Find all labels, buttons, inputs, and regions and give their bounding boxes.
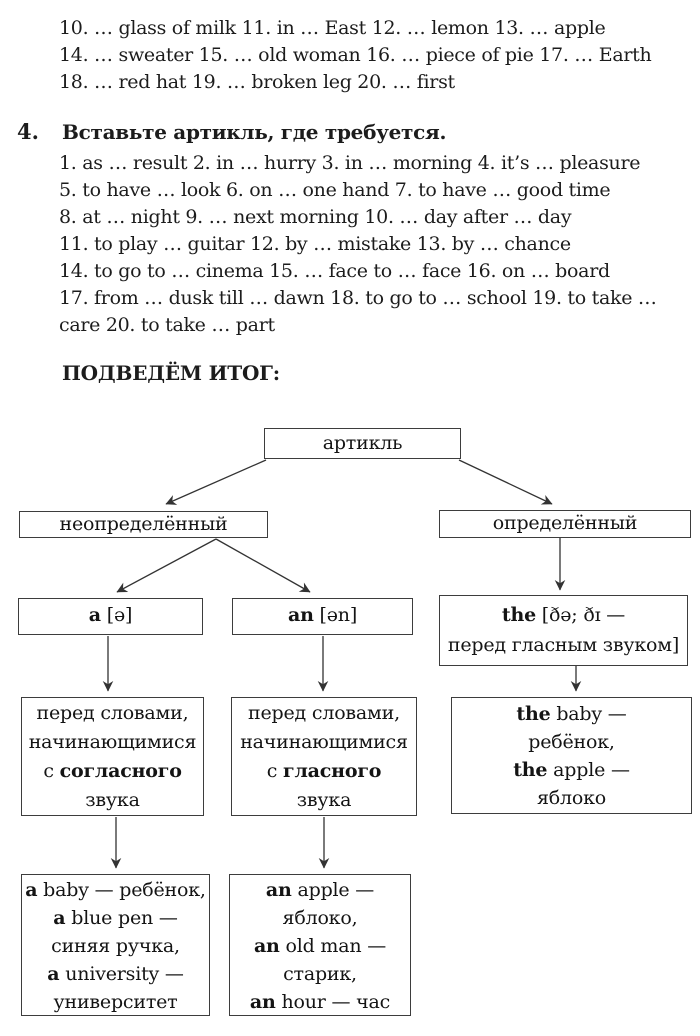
answers-line-2: 14. … sweater 15. … old woman 16. … piece of pie 17. … Earth [59, 44, 652, 66]
an-usage-pre: с [266, 760, 284, 782]
diagram-box-a [18, 598, 203, 635]
the-examples-line-3 [452, 756, 691, 784]
the-examples-line-4: яблоко [536, 787, 607, 809]
an-ex-bold-3: an [253, 935, 280, 957]
an-usage-line-3 [232, 757, 416, 786]
an-transcription: [ən] [313, 604, 358, 626]
exercise-line-3: 8. at … night 9. … next morning 10. … day after … day [59, 206, 572, 228]
summary-heading: ПОДВЕДЁМ ИТОГ: [62, 361, 280, 385]
a-usage-line-3 [22, 757, 203, 786]
a-examples-line-3: синяя ручка, [51, 935, 180, 957]
diagram-box-an-examples [229, 874, 411, 1016]
exercise-title: Вставьте артикль, где требуется. [62, 120, 447, 144]
diagram-box-definite [439, 510, 691, 538]
the-line-2: перед гласным звуком] [447, 634, 680, 656]
the-ex-rest-1: baby — [550, 703, 627, 725]
the-examples-line-1 [452, 700, 691, 728]
diagram-box-a-usage [21, 697, 204, 816]
arrow-article-to-definite [459, 460, 552, 504]
a-examples-line-5: университет [53, 991, 178, 1013]
a-examples-line-4 [22, 960, 209, 988]
the-examples-line-2: ребёнок, [528, 731, 615, 753]
the-transcription: [ðə; ðɪ — [535, 604, 626, 626]
answers-block [59, 15, 651, 96]
diagram-box-the [439, 595, 688, 666]
exercise-line-6: 17. from … dusk till … dawn 18. to go to … school 19. to take … [59, 287, 657, 309]
a-ex-rest-4: university — [59, 963, 184, 985]
diagram-box-indefinite [19, 511, 268, 538]
an-examples-line-3 [230, 932, 410, 960]
a-usage-pre: с [43, 760, 60, 782]
an-usage-bold: гласного [283, 760, 382, 782]
a-examples-line-2 [22, 904, 209, 932]
exercise-line-2: 5. to have … look 6. on … one hand 7. to have … good time [59, 179, 611, 201]
exercise-line-5: 14. to go to … cinema 15. … face to … face 16. on … board [59, 260, 610, 282]
a-usage-line-1: перед словами, [36, 702, 189, 724]
exercise-number: 4. [17, 119, 39, 144]
diagram-box-the-examples [451, 697, 692, 814]
answers-line-3: 18. … red hat 19. … broken leg 20. … first [59, 71, 455, 93]
a-ex-bold-2: a [53, 907, 66, 929]
an-ex-rest-5: hour — час [275, 991, 391, 1013]
a-ex-rest-1: baby — ребёнок, [37, 879, 206, 901]
an-examples-line-2: яблоко, [282, 907, 358, 929]
a-bold: a [88, 604, 101, 626]
diagram-box-an [232, 598, 413, 635]
an-usage-line-1: перед словами, [248, 702, 400, 724]
the-line-1 [440, 600, 687, 630]
answers-line-1: 10. … glass of milk 11. in … East 12. … lemon 13. … apple [59, 17, 606, 39]
exercise-line-7: care 20. to take … part [59, 314, 275, 336]
exercise-line-1: 1. as … result 2. in … hurry 3. in … morning 4. it’s … pleasure [59, 152, 641, 174]
exercise-lines [59, 150, 657, 339]
a-examples-line-1 [22, 876, 209, 904]
the-ex-rest-3: apple — [547, 759, 630, 781]
arrow-article-to-indefinite [166, 460, 266, 504]
definite-label: определённый [492, 512, 638, 534]
exercise-line-4: 11. to play … guitar 12. by … mistake 13. by … chance [59, 233, 571, 255]
a-transcription: [ə] [100, 604, 133, 626]
an-usage-line-2: начинающимися [240, 731, 408, 753]
the-ex-bold-1: the [516, 703, 551, 725]
an-usage-line-4: звука [296, 789, 352, 811]
an-ex-rest-1: apple — [291, 879, 375, 901]
a-ex-bold-4: a [47, 963, 60, 985]
arrow-indefinite-to-a [117, 539, 216, 592]
an-examples-line-5 [230, 988, 410, 1016]
diagram-box-an-usage [231, 697, 417, 816]
a-ex-rest-2: blue pen — [65, 907, 178, 929]
the-bold: the [501, 604, 536, 626]
a-ex-bold-1: a [25, 879, 38, 901]
a-usage-line-4: звука [85, 789, 140, 811]
the-ex-bold-3: the [513, 759, 548, 781]
diagram-box-article [264, 428, 461, 459]
an-examples-line-4: старик, [283, 963, 357, 985]
indefinite-label: неопределённый [59, 513, 228, 535]
an-ex-rest-3: old man — [279, 935, 387, 957]
an-bold: an [287, 604, 314, 626]
arrow-indefinite-to-an [216, 539, 310, 592]
article-label: артикль [322, 432, 403, 454]
an-ex-bold-1: an [265, 879, 292, 901]
an-ex-bold-5: an [249, 991, 276, 1013]
diagram-box-a-examples [21, 874, 210, 1016]
an-examples-line-1 [230, 876, 410, 904]
a-usage-bold: согласного [59, 760, 182, 782]
a-usage-line-2: начинающимися [28, 731, 197, 753]
